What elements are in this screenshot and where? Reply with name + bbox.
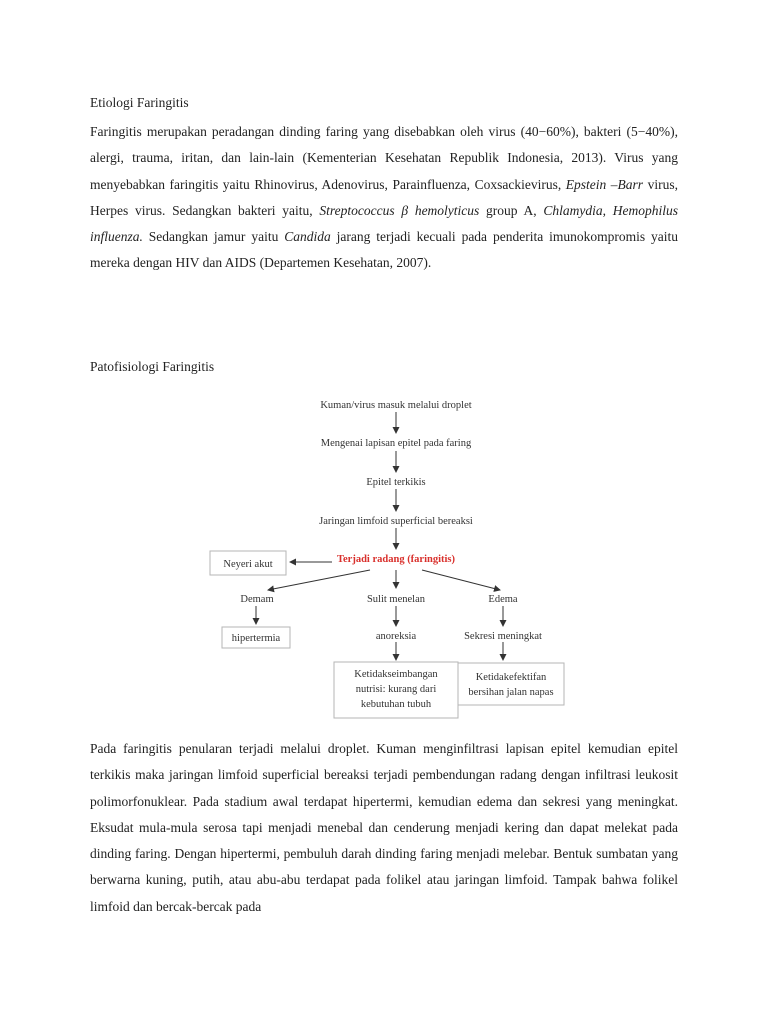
paragraph-patofisiologi: Pada faringitis penularan terjadi melalui droplet. Kuman menginfiltrasi lapisan epitel kemudian epitel terkikis maka jaringan limfoid superficial bereaksi terjadi pembendungan radang dengan infiltrasi leukosit polimorfonuklear. Pada stadium awal terdapat hipertermi, kemudian edema dan sekresi yang meningkat. Eksudat mula-mula serosa tapi menjadi menebal dan cenderung menjadi kering dan dapat melekat pada dinding faring. Dengan hipertermi, pembuluh darah dinding faring menjadi melebar. Bentuk sumbatan yang berwarna kuning, putih, atau abu-abu terdapat pada folikel atau jaringan limfoid. Tampak bahwa folikel limfoid dan bercak-bercak pada — [90, 741, 678, 914]
hipertermia-label: hipertermia — [231, 633, 281, 644]
edema-label: Edema — [488, 594, 518, 605]
demam-label: Demam — [240, 594, 274, 605]
nutrisi-line-2: nutrisi: kurang dari — [355, 684, 437, 695]
step-epitel-lapisan: Mengenai lapisan epitel pada faring — [320, 438, 472, 449]
step-epitel-terkikis: Epitel terkikis — [366, 477, 426, 488]
sekresi-label: Sekresi meningkat — [464, 631, 542, 642]
nyeri-akut-label: Neyeri akut — [223, 559, 273, 570]
step-droplet: Kuman/virus masuk melalui droplet — [320, 400, 472, 411]
box-jalan-napas — [458, 663, 564, 705]
step-radang: Terjadi radang (faringitis) — [336, 554, 456, 565]
nutrisi-line-1: Ketidakseimbangan — [354, 669, 438, 680]
anoreksia-label: anoreksia — [375, 631, 417, 642]
arrow-to-edema — [422, 570, 500, 590]
paragraph-etiologi: Faringitis merupakan peradangan dinding faring yang disebabkan oleh virus (40−60%), bakteri (5−40%), alergi, trauma, iritan, dan lain-lain (Kementerian Kesehatan Republik Indonesia, 2013). Virus yang menyebabkan faringitis yaitu Rhinovirus, Adenovirus, Parainfluenza, Coxsackievirus, Epstein –Barr virus, Herpes virus. Sedangkan bakteri yaitu, Streptococcus β hemolyticus group A, Chlamydia, Hemophilus influenza. Sedangkan jamur yaitu Candida jarang terjadi kecuali pada penderita imunokompromis yaitu mereka dengan HIV dan AIDS (Departemen Kesehatan, 2007). — [90, 124, 679, 271]
heading-patofisiologi: Patofisiologi Faringitis — [90, 359, 215, 374]
nutrisi-line-3: kebutuhan tubuh — [360, 699, 432, 710]
jalan-napas-line-2: bersihan jalan napas — [468, 687, 554, 698]
step-limfoid: Jaringan limfoid superficial bereaksi — [319, 516, 473, 527]
heading-etiologi: Etiologi Faringitis — [90, 95, 189, 110]
jalan-napas-line-1: Ketidakefektifan — [475, 672, 547, 683]
sulit-menelan-label: Sulit menelan — [366, 594, 426, 605]
